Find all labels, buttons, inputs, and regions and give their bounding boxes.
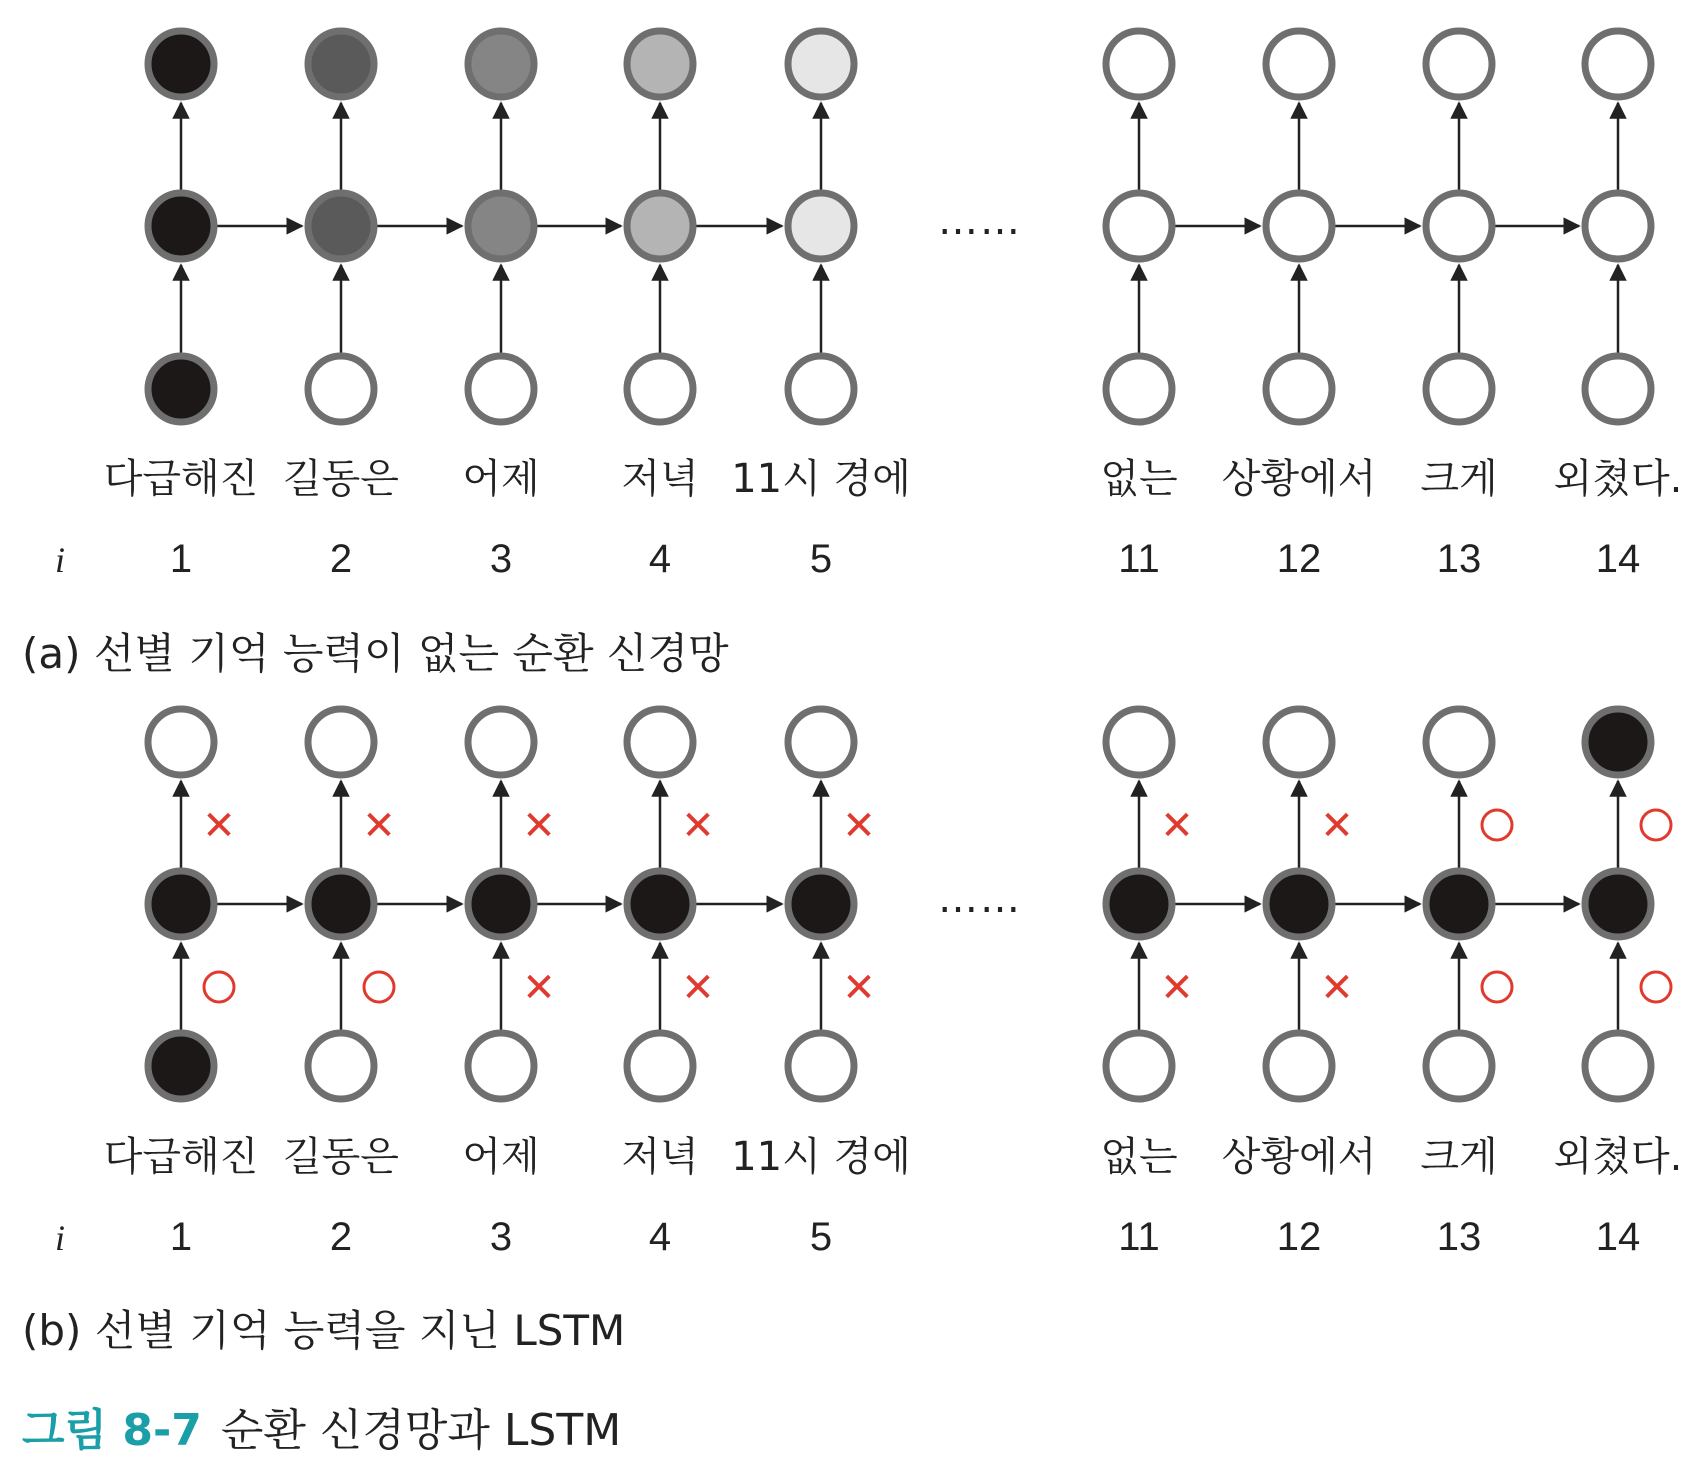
index-label: 1	[169, 537, 193, 581]
time-step-column	[1420, 31, 1497, 581]
output-node	[1106, 31, 1172, 97]
word-label: 없는	[1100, 456, 1178, 502]
input-gate-mark	[1320, 965, 1354, 1011]
time-step-column	[462, 31, 539, 581]
output-node	[627, 709, 693, 775]
hidden-node	[627, 193, 693, 259]
index-label: 5	[809, 537, 833, 581]
output-gate-mark-x: ✕	[522, 803, 556, 849]
index-label: 1	[169, 1215, 193, 1259]
input-node	[1266, 356, 1332, 422]
time-step-column	[462, 709, 555, 1259]
output-node	[148, 709, 214, 775]
input-gate-mark-x: ✕	[1160, 965, 1194, 1011]
word-label: 크게	[1420, 456, 1498, 502]
word-label: 길동은	[283, 1134, 399, 1180]
input-gate-mark	[364, 972, 394, 1002]
output-node	[1266, 31, 1332, 97]
input-gate-mark	[1160, 965, 1194, 1011]
output-node	[1426, 709, 1492, 775]
input-node	[1426, 1033, 1492, 1099]
input-node	[788, 1033, 854, 1099]
output-gate-mark-o	[1482, 810, 1512, 840]
output-node	[627, 31, 693, 97]
input-gate-mark	[1641, 972, 1671, 1002]
output-gate-mark	[842, 803, 876, 849]
figure-title: 순환 신경망과 LSTM	[220, 1405, 622, 1456]
word-label: 상황에서	[1221, 456, 1377, 502]
output-gate-mark	[1160, 803, 1194, 849]
hidden-node	[468, 871, 534, 937]
input-node	[1585, 356, 1651, 422]
index-label: 4	[648, 537, 672, 581]
output-gate-mark	[1320, 803, 1354, 849]
input-gate-mark-o	[364, 972, 394, 1002]
index-variable-label: i	[54, 1218, 66, 1258]
time-step-column	[621, 31, 698, 581]
input-node	[1585, 1033, 1651, 1099]
word-label: 저녁	[621, 456, 699, 502]
word-label: 11시 경에	[731, 1134, 911, 1180]
input-node	[788, 356, 854, 422]
index-label: 14	[1595, 537, 1641, 581]
time-step-column	[283, 31, 399, 581]
word-label: 다급해진	[103, 1134, 259, 1180]
word-label: 길동은	[283, 456, 399, 502]
hidden-node	[1266, 193, 1332, 259]
input-gate-mark	[681, 965, 715, 1011]
time-step-column	[104, 31, 259, 581]
hidden-node	[627, 871, 693, 937]
word-label: 11시 경에	[731, 456, 911, 502]
index-variable-label: i	[54, 540, 66, 580]
hidden-node	[1266, 871, 1332, 937]
panel-a-rnn	[55, 31, 1682, 581]
time-step-column	[1554, 31, 1683, 581]
time-step-column	[1554, 709, 1683, 1259]
hidden-node	[1585, 193, 1651, 259]
word-label: 외쳤다.	[1553, 456, 1683, 502]
input-node	[468, 1033, 534, 1099]
output-gate-mark	[1641, 810, 1671, 840]
figure-caption	[22, 1405, 621, 1456]
index-label: 2	[329, 537, 353, 581]
hidden-node	[1426, 871, 1492, 937]
output-gate-mark-x: ✕	[202, 803, 236, 849]
output-gate-mark-x: ✕	[681, 803, 715, 849]
time-step-column	[104, 709, 259, 1259]
word-label: 없는	[1100, 1134, 1178, 1180]
word-label: 어제	[462, 1134, 540, 1180]
output-node	[788, 709, 854, 775]
output-gate-mark	[681, 803, 715, 849]
output-node	[468, 709, 534, 775]
word-label: 저녁	[621, 1134, 699, 1180]
word-label: 외쳤다.	[1553, 1134, 1683, 1180]
index-label: 4	[648, 1215, 672, 1259]
time-step-column	[731, 31, 911, 581]
output-gate-mark	[1482, 810, 1512, 840]
input-node	[308, 1033, 374, 1099]
input-node	[1106, 356, 1172, 422]
output-gate-mark-x: ✕	[1320, 803, 1354, 849]
time-step-column	[283, 709, 399, 1259]
hidden-node	[788, 193, 854, 259]
input-gate-mark-x: ✕	[681, 965, 715, 1011]
hidden-node	[1106, 871, 1172, 937]
hidden-node	[1426, 193, 1492, 259]
hidden-node	[308, 871, 374, 937]
input-gate-mark	[842, 965, 876, 1011]
output-gate-mark-x: ✕	[1160, 803, 1194, 849]
output-node	[1266, 709, 1332, 775]
hidden-node	[468, 193, 534, 259]
index-label: 2	[329, 1215, 353, 1259]
word-label: 어제	[462, 456, 540, 502]
index-label: 13	[1436, 1215, 1482, 1259]
output-node	[148, 31, 214, 97]
time-step-column	[731, 709, 911, 1259]
time-step-column	[1100, 31, 1177, 581]
input-node	[1426, 356, 1492, 422]
input-node	[468, 356, 534, 422]
output-node	[1426, 31, 1492, 97]
input-gate-mark-o	[1482, 972, 1512, 1002]
hidden-node	[148, 871, 214, 937]
word-label: 다급해진	[103, 456, 259, 502]
input-node	[1106, 1033, 1172, 1099]
word-label: 크게	[1420, 1134, 1498, 1180]
hidden-node	[1585, 871, 1651, 937]
output-gate-mark	[522, 803, 556, 849]
input-node	[627, 356, 693, 422]
index-label: 5	[809, 1215, 833, 1259]
panel-b-caption: (b) 선별 기억 능력을 지닌 LSTM	[22, 1306, 626, 1355]
output-gate-mark-x: ✕	[842, 803, 876, 849]
hidden-node	[148, 193, 214, 259]
index-label: 12	[1276, 537, 1322, 581]
index-label: 14	[1595, 1215, 1641, 1259]
hidden-node	[788, 871, 854, 937]
input-gate-mark-x: ✕	[842, 965, 876, 1011]
input-gate-mark	[522, 965, 556, 1011]
input-gate-mark	[1482, 972, 1512, 1002]
index-label: 3	[489, 1215, 513, 1259]
input-gate-mark-x: ✕	[1320, 965, 1354, 1011]
output-node	[468, 31, 534, 97]
input-node	[1266, 1033, 1332, 1099]
index-label: 3	[489, 537, 513, 581]
output-node	[1106, 709, 1172, 775]
panel-b-lstm	[55, 709, 1682, 1259]
output-node	[308, 31, 374, 97]
input-gate-mark-o	[1641, 972, 1671, 1002]
output-gate-mark-x: ✕	[362, 803, 396, 849]
output-node	[788, 31, 854, 97]
panel-a-caption: (a) 선별 기억 능력이 없는 순환 신경망	[22, 629, 729, 678]
output-node	[1585, 709, 1651, 775]
output-gate-mark	[202, 803, 236, 849]
hidden-node	[308, 193, 374, 259]
output-gate-mark-o	[1641, 810, 1671, 840]
time-step-column	[1100, 709, 1193, 1259]
input-node	[148, 356, 214, 422]
time-step-column	[1222, 31, 1377, 581]
time-step-column	[1420, 709, 1512, 1259]
input-node	[148, 1033, 214, 1099]
output-gate-mark	[362, 803, 396, 849]
input-gate-mark	[204, 972, 234, 1002]
ellipsis: ……	[938, 198, 1022, 244]
input-gate-mark-o	[204, 972, 234, 1002]
ellipsis: ……	[938, 876, 1022, 922]
input-gate-mark-x: ✕	[522, 965, 556, 1011]
index-label: 12	[1276, 1215, 1322, 1259]
index-label: 11	[1118, 1215, 1160, 1259]
word-label: 상황에서	[1221, 1134, 1377, 1180]
index-label: 13	[1436, 537, 1482, 581]
time-step-column	[621, 709, 714, 1259]
output-node	[1585, 31, 1651, 97]
figure-label: 그림 8-7	[22, 1405, 202, 1456]
time-step-column	[1222, 709, 1377, 1259]
index-label: 11	[1118, 537, 1160, 581]
input-node	[308, 356, 374, 422]
input-node	[627, 1033, 693, 1099]
hidden-node	[1106, 193, 1172, 259]
output-node	[308, 709, 374, 775]
